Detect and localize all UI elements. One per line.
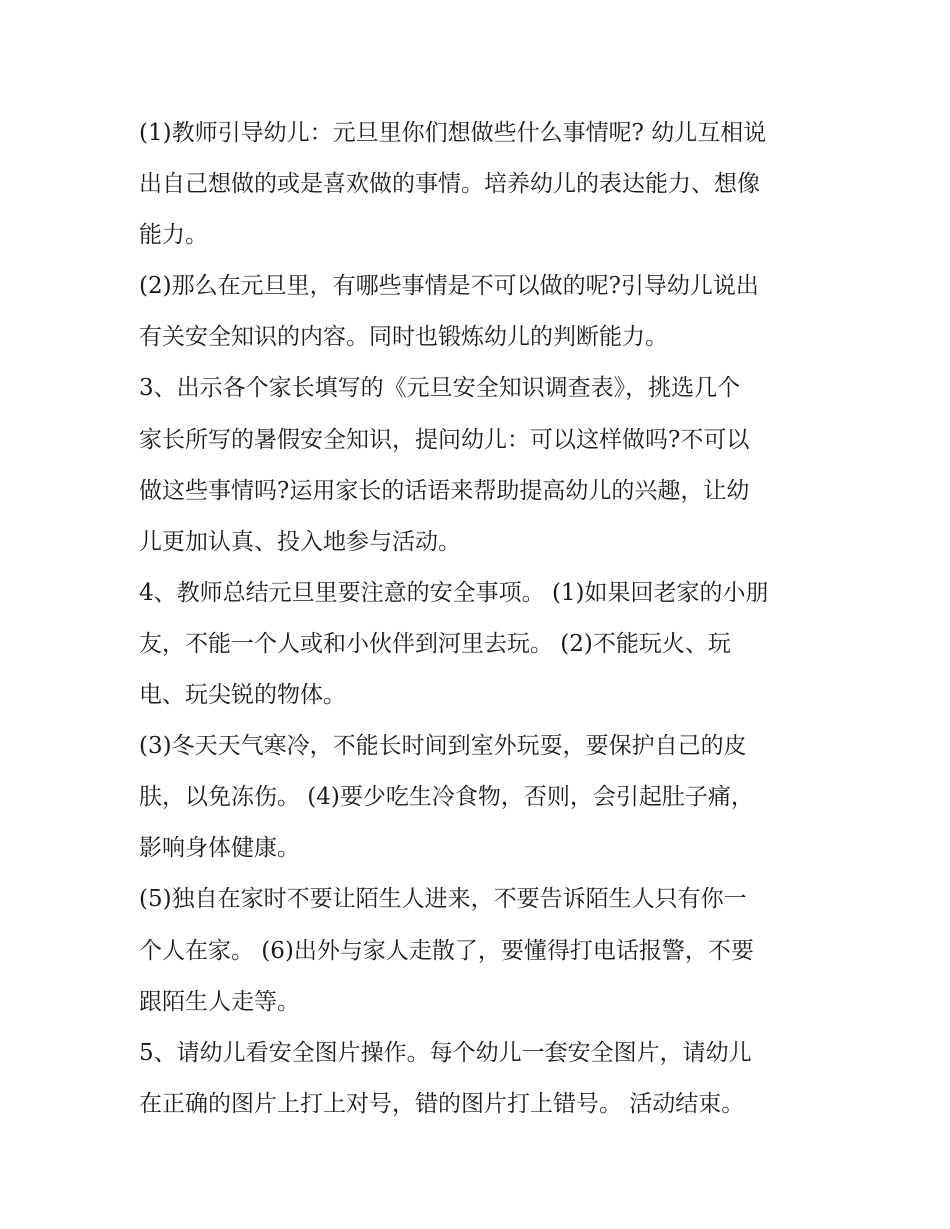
text-line: 跟陌生人走等。 [139, 988, 300, 1015]
text-line: 做这些事情吗?运用家长的话语来帮助提高幼儿的兴趣，让幼 [139, 477, 750, 504]
text-line: 家长所写的暑假安全知识，提问幼儿：可以这样做吗?不可以 [139, 426, 750, 453]
text-line: 5、请幼儿看安全图片操作。每个幼儿一套安全图片，请幼儿 [139, 1039, 752, 1066]
text-line: 能力。 [139, 222, 208, 249]
text-line: 电、玩尖锐的物体。 [139, 682, 346, 709]
text-line: (2)那么在元旦里，有哪些事情是不可以做的呢?引导幼儿说出 [139, 273, 759, 300]
text-line: 4、教师总结元旦里要注意的安全事项。 (1)如果回老家的小朋 [139, 579, 769, 606]
text-line: 出自己想做的或是喜欢做的事情。培养幼儿的表达能力、想像 [139, 171, 760, 198]
text-line: 有关安全知识的内容。同时也锻炼幼儿的判断能力。 [139, 324, 668, 351]
text-line: (1)教师引导幼儿：元旦里你们想做些什么事情呢? 幼儿互相说 [139, 120, 767, 146]
text-line: 儿更加认真、投入地参与活动。 [139, 528, 461, 555]
text-line: 影响身体健康。 [139, 835, 300, 862]
text-line: (5)独自在家时不要让陌生人进来，不要告诉陌生人只有你一 [139, 886, 747, 913]
text-line: 个人在家。 (6)出外与家人走散了，要懂得打电话报警，不要 [139, 937, 754, 964]
text-line: 友，不能一个人或和小伙伴到河里去玩。 (2)不能玩火、玩 [139, 630, 731, 657]
text-line: (3)冬天天气寒冷，不能长时间到室外玩耍，要保护自己的皮 [139, 733, 747, 760]
text-line: 3、出示各个家长填写的《元旦安全知识调查表》，挑选几个 [139, 375, 741, 402]
document-body [139, 108, 819, 1130]
text-line: 肤，以免冻伤。 (4)要少吃生冷食物，否则，会引起肚子痛， [139, 784, 754, 811]
text-line: 在正确的图片上打上对号，错的图片打上错号。 活动结束。 [139, 1090, 745, 1117]
